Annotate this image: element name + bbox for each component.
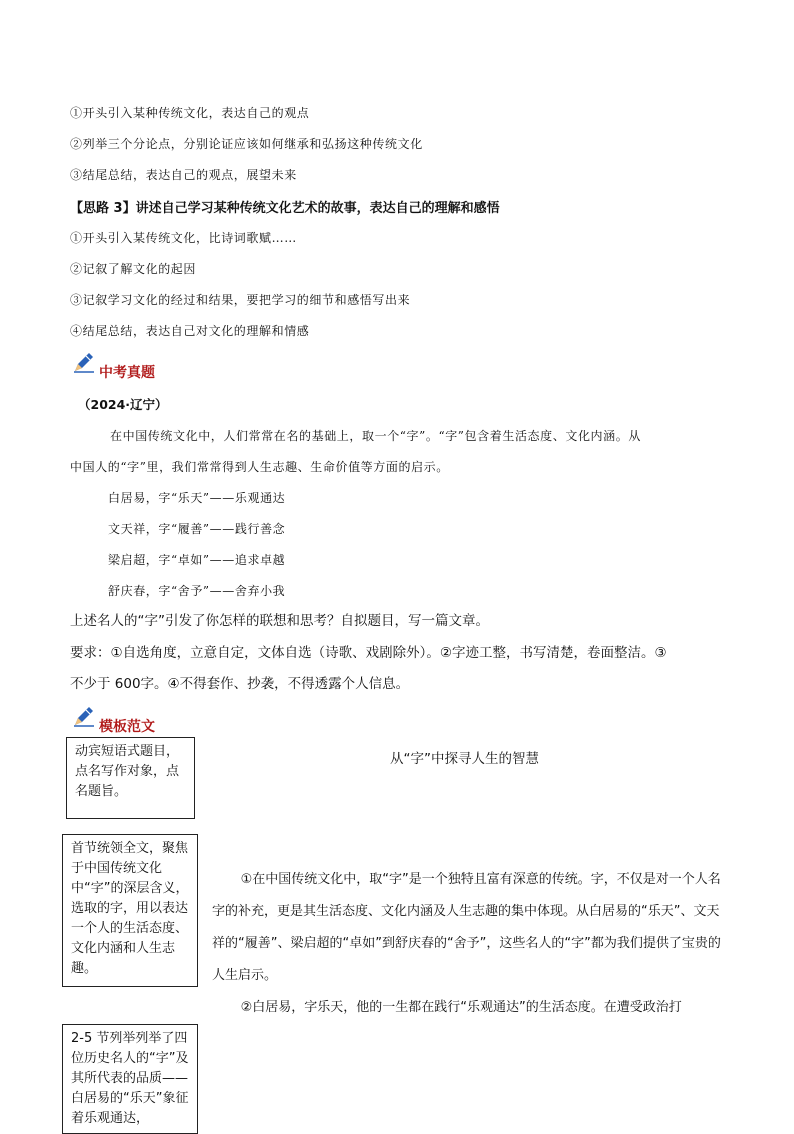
section-title-sample: 模板范文 <box>99 719 155 735</box>
example-line-3: 梁启超，字“卓如”——追求卓越 <box>108 553 286 567</box>
question-text: 上述名人的“字”引发了你怎样的联想和思考？自拟题目，写一篇文章。 <box>70 613 489 629</box>
prompt-line-2: 中国人的“字”里，我们常常得到人生志趣、生命价值等方面的启示。 <box>70 460 449 474</box>
idea3-item-2: ②记叙了解文化的起因 <box>70 262 197 276</box>
idea-line-1: ①开头引入某种传统文化，表达自己的观点 <box>70 106 310 120</box>
example-line-1: 白居易，字“乐天”——乐观通达 <box>108 491 286 505</box>
annotation-box-3: 2-5 节列举列举了四位历史名人的“字”及其所代表的品质——白居易的“乐天”象征着乐观通达， <box>62 1024 198 1134</box>
example-line-4: 舒庆春，字“舍予”——舍弃小我 <box>108 584 286 598</box>
pencil-icon <box>72 704 96 728</box>
section-title-exam: 中考真题 <box>99 365 155 381</box>
idea-line-2: ②列举三个分论点，分别论证应该如何继承和弘扬这种传统文化 <box>70 137 423 151</box>
essay-paragraph-1: ①在中国传统文化中，取“字”是一个独特且富有深意的传统。字，不仅是对一个人名字的补充，更是其生活态度、文化内涵及人生志趣的集中体现。从白居易的“乐天”、文天祥的“履善”、梁启超的“卓如”到舒庆春的“舍予”，这些名人的“字”都为我们提供了宝贵的人生启示。 <box>212 872 721 983</box>
essay-paragraph-2: ②白居易，字乐天，他的一生都在践行“乐观通达”的生活态度。在遭受政治打 <box>240 1000 682 1015</box>
idea-line-3: ③结尾总结，表达自己的观点，展望未来 <box>70 168 297 182</box>
annotation-box-2: 首节统领全文，聚焦于中国传统文化中“字”的深层含义，选取的字，用以表达一个人的生活态度、文化内涵和人生志趣。 <box>62 834 198 987</box>
requirement-line-1: 要求：①自选角度，立意自定，文体自选（诗歌、戏剧除外）。②字迹工整，书写清楚，卷面整洁。③ <box>70 645 667 661</box>
prompt-line-1: 在中国传统文化中，人们常常在名的基础上，取一个“字”。“字”包含着生活态度、文化内涵。从 <box>110 429 641 443</box>
idea3-item-3: ③记叙学习文化的经过和结果，要把学习的细节和感悟写出来 <box>70 293 411 307</box>
requirement-line-2: 不少于 600字。④不得套作、抄袭，不得透露个人信息。 <box>70 676 410 692</box>
idea3-item-1: ①开头引入某传统文化，比诗词歌赋…… <box>70 231 297 245</box>
exam-source: （2024·辽宁） <box>78 397 168 412</box>
annotation-box-1: 动宾短语式题目，点名写作对象，点名题旨。 <box>66 737 195 819</box>
essay-title: 从“字”中探寻人生的智慧 <box>390 751 539 767</box>
pencil-icon <box>72 350 96 374</box>
idea3-title: 【思路 3】讲述自己学习某种传统文化艺术的故事，表达自己的理解和感悟 <box>70 201 500 216</box>
idea3-item-4: ④结尾总结，表达自己对文化的理解和情感 <box>70 324 310 338</box>
example-line-2: 文天祥，字“履善”——践行善念 <box>108 522 286 536</box>
